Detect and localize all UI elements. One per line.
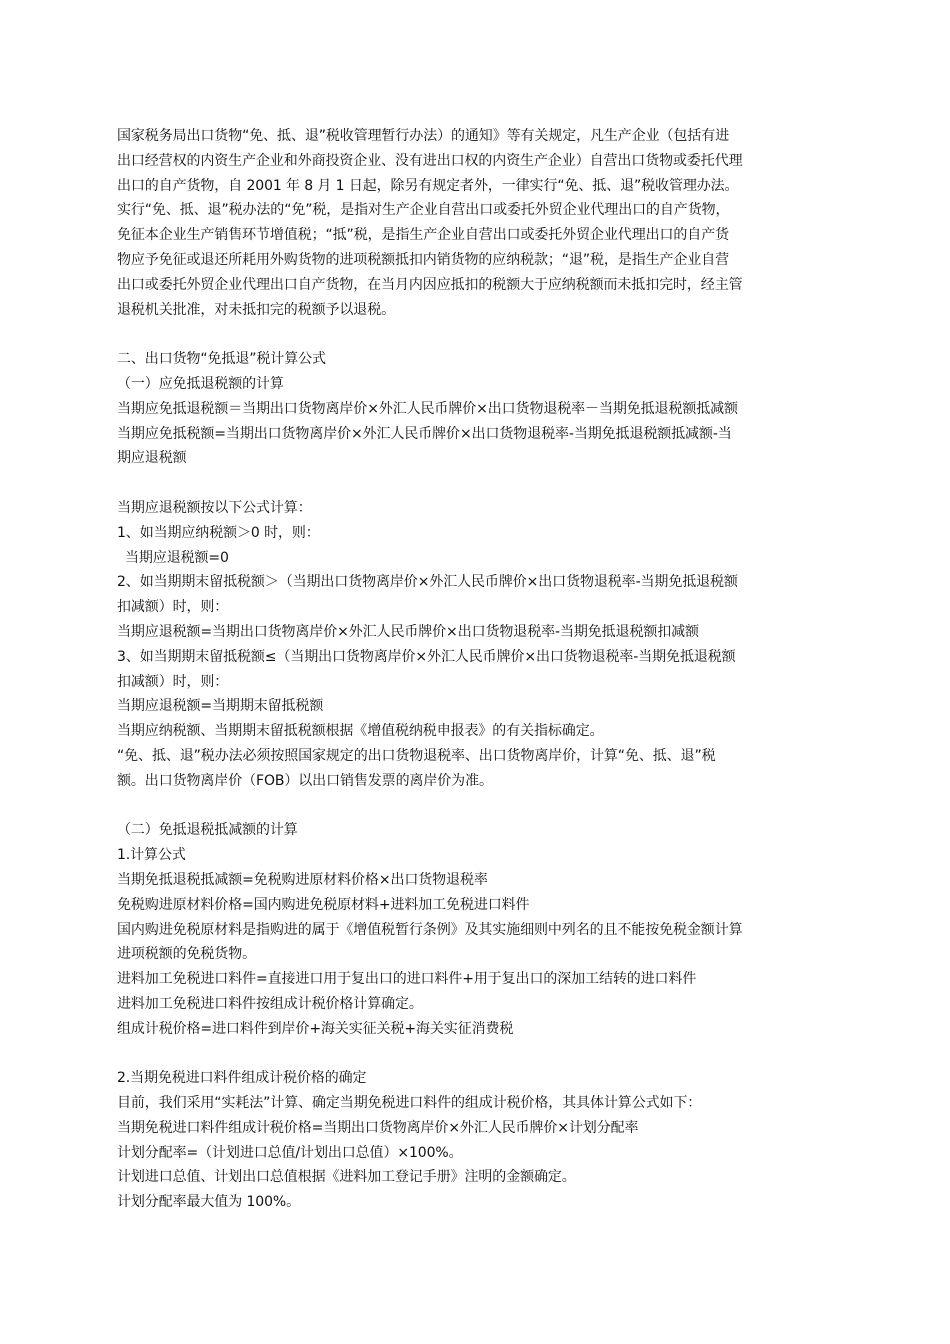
subsection-heading: （二）免抵退税抵减额的计算	[117, 822, 298, 839]
text-line: 物应予免征或退还所耗用外购货物的进项税额抵扣内销货物的应纳税款；“退”税，是指生产企业自营	[117, 251, 730, 268]
text-line: 退税机关批准，对未抵扣完的税额予以退税。	[117, 301, 395, 318]
text-line: 当期免税进口料件组成计税价格=当期出口货物离岸价×外汇人民币牌价×计划分配率	[117, 1119, 639, 1136]
text-line: 1.计算公式	[117, 847, 186, 864]
section-heading: 二、出口货物“免抵退”税计算公式	[117, 351, 326, 368]
text-line: 当期免抵退税抵减额=免税购进原材料价格×出口货物退税率	[117, 871, 488, 888]
text-line: 当期应退税额=当期出口货物离岸价×外汇人民币牌价×出口货物退税率-当期免抵退税额扣减额	[117, 623, 699, 640]
section-deduction	[117, 818, 837, 1041]
text-line: 1、如当期应纳税额＞0 时，则：	[117, 524, 320, 541]
blank-line	[117, 471, 837, 496]
text-line: 2.当期免税进口料件组成计税价格的确定	[117, 1070, 367, 1087]
section-refund	[117, 496, 837, 794]
text-line: 2、如当期期末留抵税额＞（当期出口货物离岸价×外汇人民币牌价×出口货物退税率-当期免抵退税额	[117, 574, 738, 591]
text-line: 组成计税价格=进口料件到岸价+海关实征关税+海关实征消费税	[117, 1020, 514, 1037]
text-line: 实行“免、抵、退”税办法的“免”税，是指对生产企业自营出口或委托外贸企业代理出口的自产货物，	[117, 202, 730, 219]
text-line: 扣减额）时，则：	[117, 599, 229, 616]
text-line: 当期应免抵税额=当期出口货物离岸价×外汇人民币牌价×出口货物退税率-当期免抵退税额抵减额-当	[117, 425, 732, 442]
text-line: 当期应退税额=0	[125, 549, 229, 566]
text-line: 出口经营权的内资生产企业和外商投资企业、没有进出口权的内资生产企业）自营出口货物或委托代理	[117, 152, 743, 169]
blank-line	[117, 1041, 837, 1066]
text-line: “免、抵、退”税办法必须按照国家规定的出口货物退税率、出口货物离岸价，计算“免、抵、退”税	[117, 747, 716, 764]
text-line: 计划进口总值、计划出口总值根据《进料加工登记手册》注明的金额确定。	[117, 1169, 576, 1186]
text-line: 扣减额）时，则：	[117, 673, 229, 690]
blank-line	[117, 322, 837, 347]
subsection-heading: （一）应免抵退税额的计算	[117, 375, 284, 392]
text-line: 当期应退税额按以下公式计算：	[117, 499, 312, 516]
section-import-price	[117, 1066, 837, 1215]
text-line: 进项税额的免税货物。	[117, 946, 256, 963]
text-line: 3、如当期期末留抵税额≤（当期出口货物离岸价×外汇人民币牌价×出口货物退税率-当期免抵退税额	[117, 648, 736, 665]
text-line: 额。出口货物离岸价（FOB）以出口销售发票的离岸价为准。	[117, 772, 493, 789]
paragraph-intro	[117, 124, 837, 322]
text-line: 出口的自产货物，自 2001 年 8 月 1 日起，除另有规定者外，一律实行“免、抵、退”税收管理办法。	[117, 177, 739, 194]
text-line: 进料加工免税进口料件按组成计税价格计算确定。	[117, 995, 423, 1012]
text-line: 当期应纳税额、当期期末留抵税额根据《增值税纳税申报表》的有关指标确定。	[117, 723, 604, 740]
text-line: 目前，我们采用“实耗法”计算、确定当期免税进口料件的组成计税价格，其具体计算公式如下：	[117, 1095, 702, 1112]
text-line: 国内购进免税原材料是指购进的属于《增值税暂行条例》及其实施细则中列名的且不能按免税金额计算	[117, 921, 743, 938]
text-line: 国家税务局出口货物“免、抵、退”税收管理暂行办法）的通知》等有关规定，凡生产企业（包括有进	[117, 128, 730, 144]
blank-line	[117, 794, 837, 819]
text-line: 期应退税额	[117, 450, 187, 467]
text-line: 计划分配率最大值为 100%。	[117, 1194, 300, 1211]
text-line: 当期应免抵退税额＝当期出口货物离岸价×外汇人民币牌价×出口货物退税率－当期免抵退税额抵减额	[117, 400, 738, 417]
text-line: 免税购进原材料价格=国内购进免税原材料+进料加工免税进口料件	[117, 896, 530, 913]
text-line: 当期应退税额=当期期末留抵税额	[117, 698, 324, 715]
text-line: 出口或委托外贸企业代理出口自产货物，在当月内因应抵扣的税额大于应纳税额而未抵扣完时，经主管	[117, 276, 743, 293]
section-formula	[117, 347, 837, 471]
text-line: 进料加工免税进口料件=直接进口用于复出口的进口料件+用于复出口的深加工结转的进口料件	[117, 971, 697, 988]
text-line: 免征本企业生产销售环节增值税；“抵”税，是指生产企业自营出口或委托外贸企业代理出口的自产货	[117, 227, 730, 244]
text-line: 计划分配率=（计划进口总值/计划出口总值）×100%。	[117, 1144, 463, 1161]
document-page	[117, 124, 837, 1215]
